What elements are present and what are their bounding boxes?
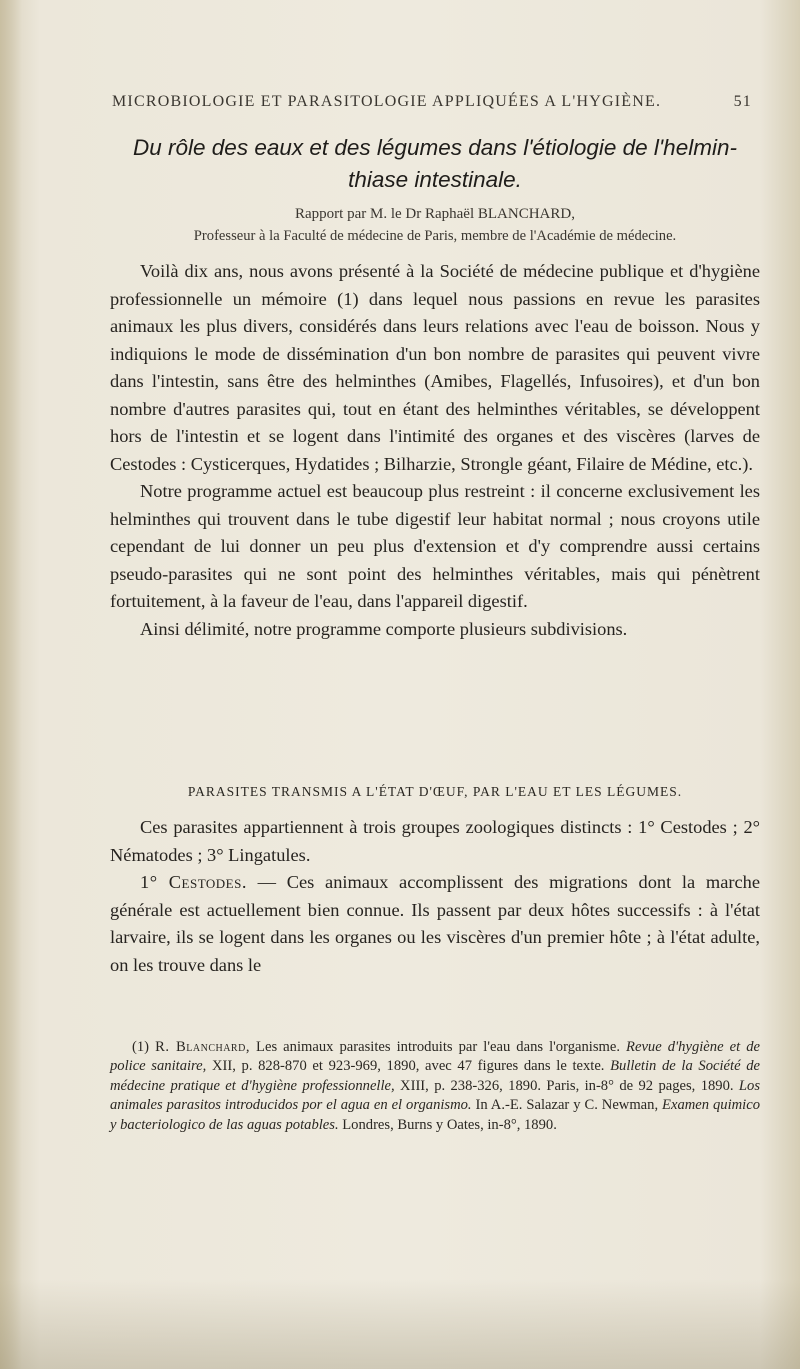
subsection-text: — Ces animaux accomplissent des migrations dont la marche générale est actuellement bien connue. Ils passent par deux hôtes successifs : à l'état larvaire, ils se logent dans les organes ou les viscères d'un premier hôte ; à l'état adulte, on les trouve dans le [110,872,761,975]
footnote-segment: XII, p. 828-870 et 923-969, 1890, avec 47 figures dans le texte. [206,1058,611,1075]
byline-author: Rapport par M. le Dr Raphaël BLANCHARD, [295,206,575,222]
paragraph: Notre programme actuel est beaucoup plus restreint : il concerne exclusivement les helminthes qui trouvent dans le tube digestif leur habitat normal ; nous croyons utile cependant de lui donner un peu plus d'extension et d'y comprendre aussi certains pseudo-parasites qui ne sont point des helminthes véritables, mais qui pénètrent fortuitement, à la faveur de l'eau, dans l'appareil digestif. [110,481,760,611]
running-head-text: MICROBIOLOGIE ET PARASITOLOGIE APPLIQUÉES A L'HYGIÈNE. [112,93,662,110]
article-title: Du rôle des eaux et des légumes dans l'étiologie de l'helmin-thiase intestinale. [133,135,737,192]
footnote-author: R. Blanchard, [155,1039,250,1055]
footnote [110,1038,760,1135]
footnote-title: Examen quimico y bacteriologico de las aguas potables. [110,1097,760,1133]
section-heading: PARASITES TRANSMIS A L'ÉTAT D'ŒUF, PAR L'EAU ET LES LÉGUMES. [187,784,683,799]
paragraph: Ainsi délimité, notre programme comporte plusieurs subdivisions. [140,618,628,639]
footnote-segment: In A.-E. Salazar y C. Newman, [471,1097,663,1114]
paragraph: Voilà dix ans, nous avons présenté à la Société de médecine publique et d'hygiène professionnelle un mémoire (1) dans lequel nous passions en revue les parasites animaux les plus divers, considérés dans leurs relations avec l'eau de boisson. Nous y indiquions le mode de dissémination d'un bon nombre de parasites qui peuvent vivre dans l'intestin, sans être des helminthes (Amibes, Flagellés, Infusoires), et d'un bon nombre d'autres parasites qui, tout en étant des helminthes véritables, se développent hors de l'intestin et se logent dans l'intimité des organes et des viscères (larves de Cestodes : Cysticerques, Hydatides ; Bilharzie, Strongle géant, Filaire de Médine, etc.). [110,261,760,474]
footnote-text [110,1038,760,1135]
section-body [110,814,760,979]
footnote-segment: Les animaux parasites introduits par l'eau dans l'organisme. [249,1039,627,1055]
footnote-marker: (1) [132,1039,150,1055]
byline [105,203,765,247]
paragraph: Ces parasites appartiennent à trois groupes zoologiques distincts : 1° Cestodes ; 2° Nématodes ; 3° Lingatules. [110,817,760,865]
subsection-lead: 1° Cestodes. [140,872,247,892]
page-shadow-edge [0,0,22,1369]
footnote-title: Los animales parasitos introducidos por el agua en el organismo. [110,1077,760,1114]
footnote-segment: XIII, p. 238-326, 1890. Paris, in-8° de 92 pages, 1890. [394,1077,739,1094]
footnote-journal: Revue d'hygiène et de police sanitaire, [110,1039,760,1075]
footnote-segment: Londres, Burns y Oates, in-8°, 1890. [338,1116,557,1133]
footnote-journal: Bulletin de la Société de médecine pratique et d'hygiène professionnelle, [110,1058,760,1094]
page-number: 51 [733,93,752,110]
byline-affiliation: Professeur à la Faculté de médecine de Paris, membre de l'Académie de médecine. [193,228,677,244]
intro-body [110,258,760,643]
paragraph [110,869,760,979]
running-head [112,93,752,111]
